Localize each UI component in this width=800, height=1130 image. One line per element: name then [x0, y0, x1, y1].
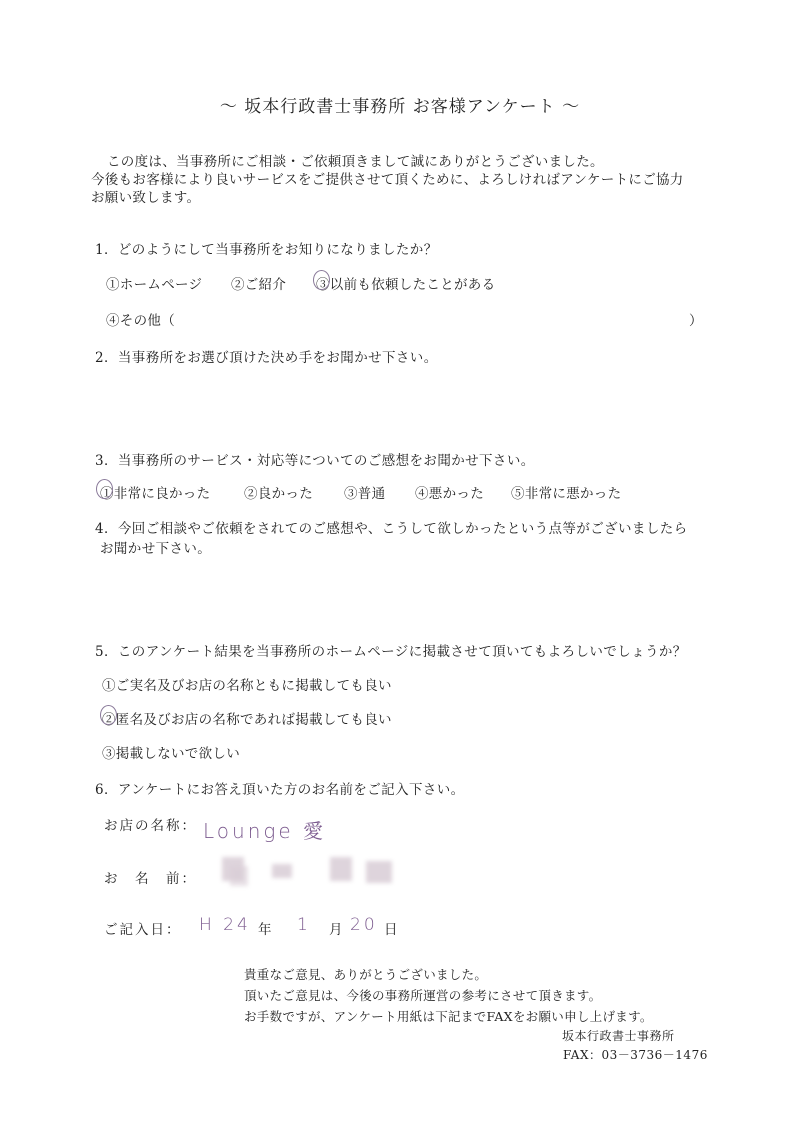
q3-option-average[interactable]: ③普通 [344, 486, 386, 502]
q5-option-real-name[interactable]: ①ご実名及びお店の名称ともに掲載しても良い [102, 678, 392, 694]
q1-other-close: ） [689, 313, 703, 329]
intro-line-3: お願い致します。 [91, 190, 201, 206]
q3-question: 3．当事務所のサービス・対応等についてのご感想をお聞かせ下さい。 [95, 453, 535, 469]
q2-question: 2．当事務所をお選び頂けた決め手をお聞かせ下さい。 [95, 350, 438, 366]
date-month-value[interactable]: 1 [297, 915, 311, 935]
q3-selection-mark [96, 479, 113, 499]
page-title: ～ 坂本行政書士事務所 お客様アンケート ～ [219, 97, 581, 117]
q1-option-referral[interactable]: ②ご紹介 [231, 277, 287, 293]
shop-name-label: お店の名称： [104, 818, 197, 834]
q3-option-bad[interactable]: ④悪かった [415, 486, 484, 502]
footer-note: 頂いたご意見は、今後の事務所運営の参考にさせて頂きます。 [244, 988, 602, 1003]
q1-selection-mark [313, 270, 330, 290]
intro-line-2: 今後もお客様により良いサービスをご提供させて頂くために、よろしければアンケートにご協力 [91, 172, 684, 188]
q1-option-previous-client[interactable]: ③以前も依頼したことがある [316, 277, 496, 293]
q3-option-very-good[interactable]: ①非常に良かった [100, 486, 211, 502]
footer-request: お手数ですが、アンケート用紙は下記までFAXをお願い申し上げます。 [244, 1009, 653, 1024]
intro-line-1: この度は、当事務所にご相談・ご依頼頂きまして誠にありがとうございました。 [107, 154, 604, 170]
customer-name-label: お 名 前： [104, 871, 197, 887]
shop-name-value[interactable]: Lounge 愛 [203, 819, 327, 843]
year-unit-label: 年 [258, 922, 274, 938]
q4-question-line-1: 4．今回ご相談やご依頼をされてのご感想や、こうして欲しかったという点等がございましたら [95, 521, 688, 537]
date-day-value[interactable]: 20 [350, 915, 378, 935]
month-unit-label: 月 [329, 922, 345, 938]
date-label: ご記入日： [104, 922, 182, 938]
footer-thanks: 貴重なご意見、ありがとうございました。 [244, 967, 488, 982]
q1-question: 1．どのようにして当事務所をお知りになりましたか？ [95, 242, 438, 258]
q3-option-good[interactable]: ②良かった [244, 486, 313, 502]
q6-question: 6．アンケートにお答え頂いた方のお名前をご記入下さい。 [95, 782, 465, 798]
q5-option-anonymous[interactable]: ②匿名及びお店の名称であれば掲載しても良い [102, 712, 392, 728]
day-unit-label: 日 [384, 922, 400, 938]
q5-selection-mark [100, 705, 117, 725]
q5-option-no-publish[interactable]: ③掲載しないで欲しい [102, 746, 240, 762]
q1-option-homepage[interactable]: ①ホームページ [106, 277, 203, 293]
q3-option-very-bad[interactable]: ⑤非常に悪かった [511, 486, 622, 502]
q4-question-line-2: お聞かせ下さい。 [100, 541, 212, 557]
q5-question: 5．このアンケート結果を当事務所のホームページに掲載させて頂いてもよろしいでしょうか？ [95, 644, 687, 660]
office-name: 坂本行政書士事務所 [562, 1029, 675, 1043]
q1-option-other[interactable]: ④その他（ [106, 313, 175, 329]
date-era-value[interactable]: H 24 [199, 915, 251, 935]
office-fax: FAX：03－3736－1476 [563, 1048, 708, 1062]
